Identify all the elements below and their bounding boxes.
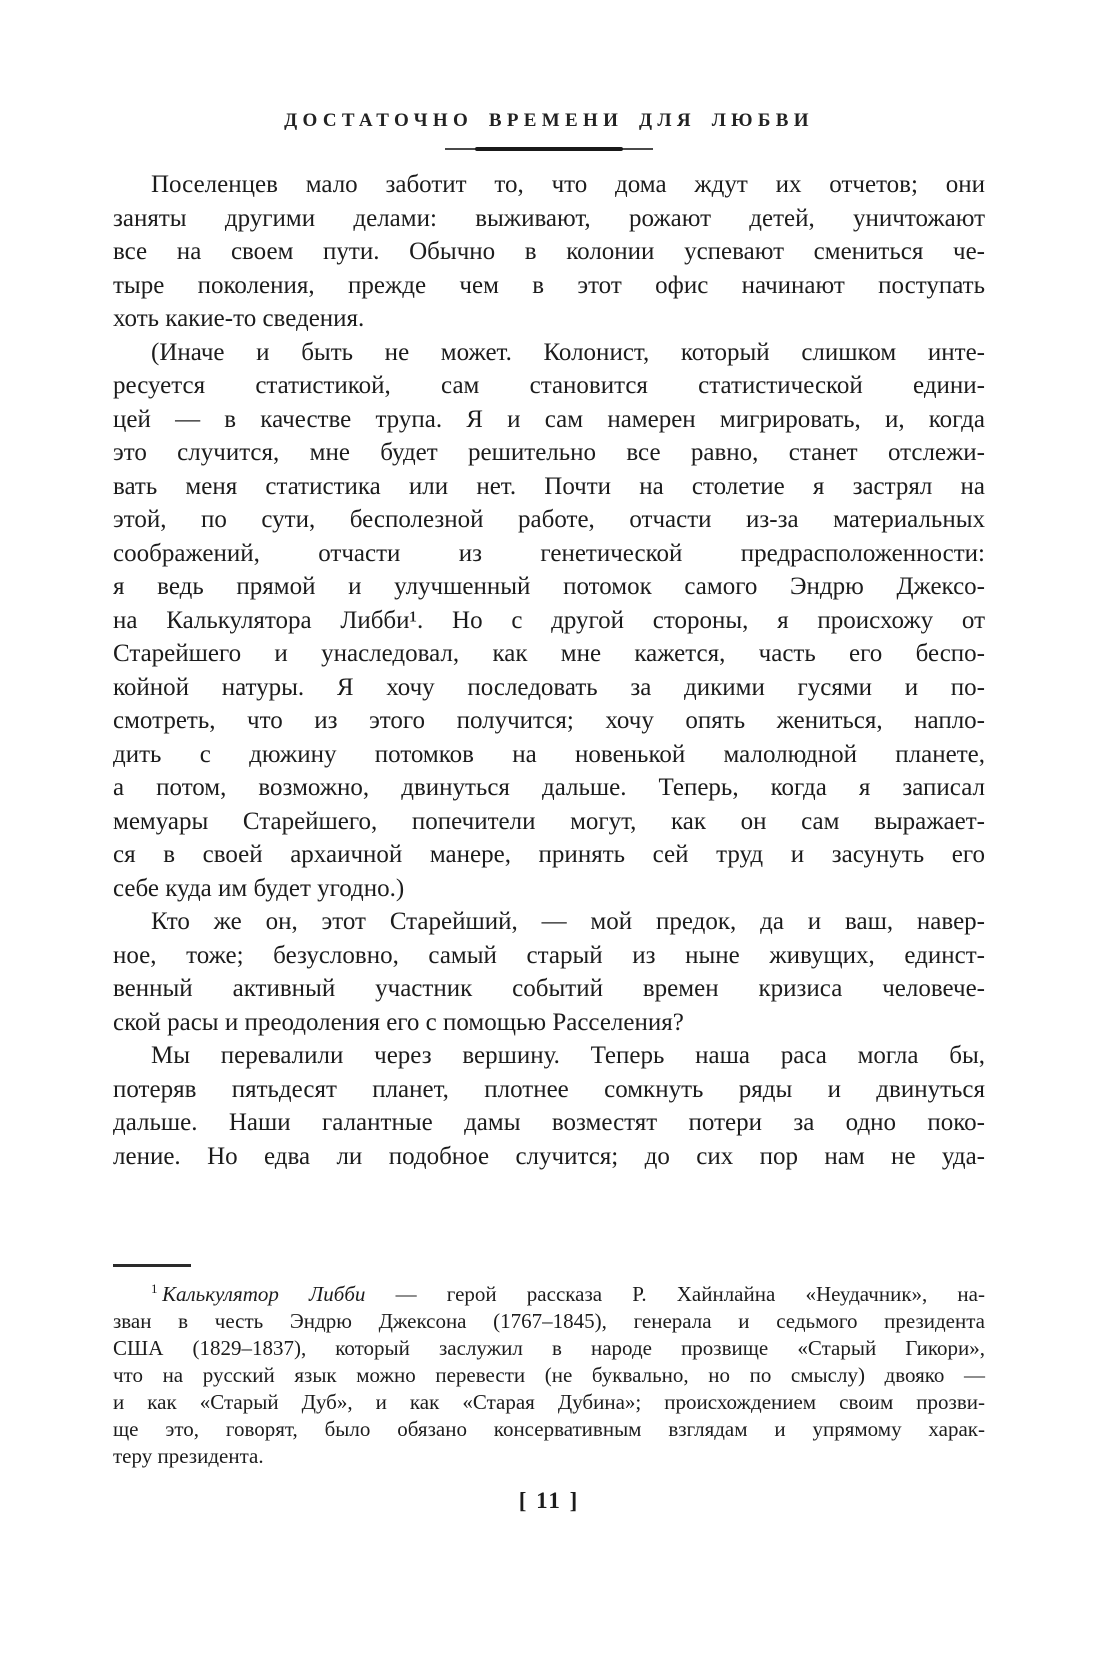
page-header bbox=[113, 110, 985, 153]
footnote-first-line-rest: — герой рассказа Р. Хайнлайна «Неудачник», на- bbox=[365, 1282, 985, 1306]
text-line: вать меня статистика или нет. Почти на столетие я застрял на bbox=[113, 472, 985, 500]
text-line: венный активный участник событий времен кризиса человече- bbox=[113, 975, 985, 1002]
paragraph bbox=[113, 905, 985, 1039]
text-line: (Иначе и быть не может. Колонист, который слишком инте- bbox=[151, 338, 985, 366]
text-line: ное, тоже; безусловно, самый старый из ныне живущих, единст- bbox=[113, 941, 985, 969]
body-text bbox=[113, 168, 985, 1173]
footnote-line: зван в честь Эндрю Джексона (1767–1845), генерала и седьмого президента bbox=[113, 1309, 985, 1333]
text-line: ся в своей архаичной манере, принять сей труд и засунуть его bbox=[113, 841, 985, 868]
text-line: этой, по сути, бесполезной работе, отчасти из-за материальных bbox=[113, 506, 985, 533]
text-line: соображений, отчасти из генетической предрасположенности: bbox=[113, 539, 985, 567]
footnote-divider bbox=[113, 1264, 191, 1267]
footnote-first-line bbox=[113, 1281, 985, 1308]
text-line: а потом, возможно, двинуться дальше. Теперь, когда я записал bbox=[113, 774, 985, 801]
paragraph bbox=[113, 168, 985, 336]
text-line: ской расы и преодоления его с помощью Расселения? bbox=[113, 1008, 684, 1036]
text-line: Кто же он, этот Старейший, — мой предок, да и ваш, навер- bbox=[151, 908, 985, 935]
text-line: цей — в качестве трупа. Я и сам намерен мигрировать, и, когда bbox=[113, 405, 985, 433]
text-line: я ведь прямой и улучшенный потомок самого Эндрю Джексо- bbox=[113, 573, 985, 600]
text-line: хоть какие-то сведения. bbox=[113, 305, 365, 332]
footnote-line: США (1829–1837), который заслужил в народе прозвище «Старый Гикори», bbox=[113, 1336, 985, 1360]
footnote-line: что на русский язык можно перевести (не буквально, но по смыслу) двояко — bbox=[113, 1363, 985, 1387]
text-line: Мы перевалили через вершину. Теперь наша раса могла бы, bbox=[151, 1042, 985, 1069]
paragraph bbox=[113, 1039, 985, 1173]
footnote-line: и как «Старый Дуб», и как «Старая Дубина»; происхождением своим прозви- bbox=[113, 1390, 985, 1414]
text-line: все на своем пути. Обычно в колонии успевают смениться че- bbox=[113, 238, 985, 265]
footnote-marker: 1 bbox=[151, 1281, 158, 1296]
text-line: это случится, мне будет решительно все равно, станет отслежи- bbox=[113, 439, 985, 466]
text-line: койной натуры. Я хочу последовать за дикими гусями и по- bbox=[113, 673, 985, 701]
text-line: Старейшего и унаследовал, как мне кажется, часть его беспо- bbox=[113, 640, 985, 667]
text-line: мемуары Старейшего, попечители могут, как он сам выражает- bbox=[113, 807, 985, 835]
text-line: заняты другими делами: выживают, рожают детей, уничтожают bbox=[113, 204, 985, 232]
ornament-thick-rule bbox=[475, 147, 623, 151]
text-line: себе куда им будет угодно.) bbox=[113, 874, 405, 902]
page-number: [ 11 ] bbox=[518, 1488, 580, 1513]
text-line: смотреть, что из этого получится; хочу опять жениться, напло- bbox=[113, 707, 985, 734]
running-head: ДОСТАТОЧНО ВРЕМЕНИ ДЛЯ ЛЮБВИ bbox=[284, 110, 814, 131]
text-line: дить с дюжину потомков на новенькой малолюдной планете, bbox=[113, 740, 985, 768]
header-ornament bbox=[445, 145, 653, 153]
footnote-line: теру президента. bbox=[113, 1444, 264, 1468]
paragraph bbox=[113, 336, 985, 906]
text-line: ресуется статистикой, сам становится статистической едини- bbox=[113, 372, 985, 399]
text-line: Поселенцев мало заботит то, что дома ждут их отчетов; они bbox=[151, 171, 985, 198]
text-line: потеряв пятьдесят планет, плотнее сомкнуть ряды и двинуться bbox=[113, 1075, 985, 1103]
footnote-line: ще это, говорят, было обязано консервативным взглядам и упрямому харак- bbox=[113, 1417, 985, 1441]
footnote bbox=[113, 1281, 985, 1470]
footnote-lines bbox=[113, 1308, 985, 1470]
footnote-term: Калькулятор Либби bbox=[162, 1282, 366, 1306]
text-line: дальше. Наши галантные дамы возместят потери за одно поко- bbox=[113, 1109, 985, 1136]
text-line: на Калькулятора Либби¹. Но с другой стороны, я происхожу от bbox=[113, 606, 985, 634]
text-line: тыре поколения, прежде чем в этот офис начинают поступать bbox=[113, 271, 985, 299]
text-line: ление. Но едва ли подобное случится; до сих пор нам не уда- bbox=[113, 1142, 985, 1170]
